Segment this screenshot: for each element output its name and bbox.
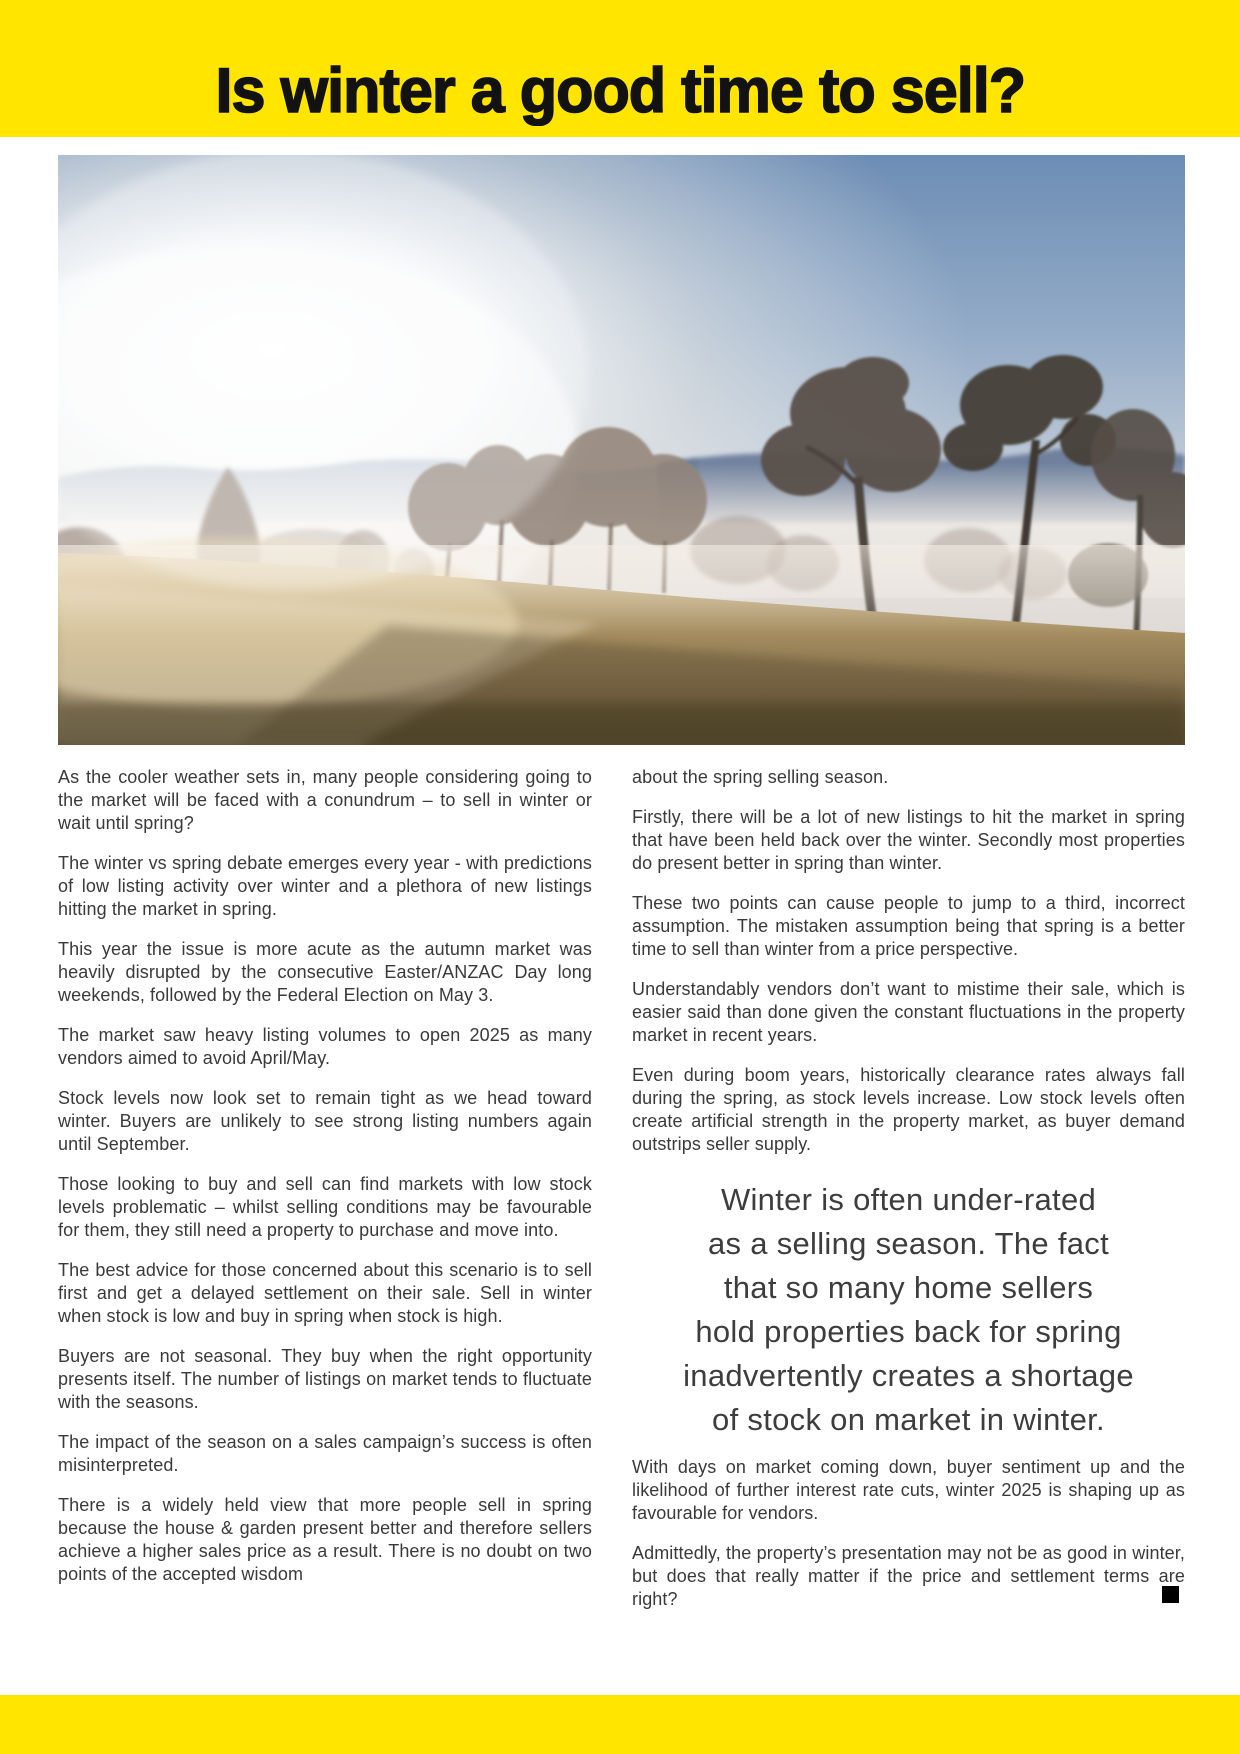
- paragraph: These two points can cause people to jump to a third, incorrect assumption. The mistaken assumption being that spring is a better time to sell than winter from a price perspective.: [632, 893, 1185, 959]
- paragraph: As the cooler weather sets in, many people considering going to the market will be faced with a conundrum – to sell in winter or wait until spring?: [58, 767, 592, 833]
- header-banner: [0, 0, 1240, 137]
- pull-quote-line: inadvertently creates a shortage: [683, 1358, 1134, 1393]
- pull-quote-line: Winter is often under-rated: [720, 1182, 1097, 1217]
- paragraph: The best advice for those concerned about this scenario is to sell first and get a delayed settlement on their sale. Sell in winter when stock is low and buy in spring when stock is high.: [58, 1260, 592, 1326]
- right-column: [632, 766, 1185, 1628]
- footer-banner: [0, 1695, 1240, 1754]
- paragraph: Stock levels now look set to remain tight as we head toward winter. Buyers are unlikely to see strong listing numbers again until September.: [58, 1088, 592, 1154]
- landscape-illustration: [58, 155, 1185, 745]
- page-title: Is winter a good time to sell?: [215, 56, 1025, 126]
- paragraph: The impact of the season on a sales campaign’s success is often misinterpreted.: [58, 1432, 592, 1475]
- hero-photo: [58, 155, 1185, 745]
- end-of-article-marker-icon: [1162, 1586, 1179, 1603]
- article-body: [58, 766, 1185, 1628]
- pull-quote-line: as a selling season. The fact: [707, 1226, 1110, 1261]
- paragraph: Those looking to buy and sell can find markets with low stock levels problematic – whilst selling conditions may be favourable for them, they still need a property to purchase and move into.: [58, 1174, 592, 1240]
- paragraph: about the spring selling season.: [632, 767, 889, 787]
- paragraph: This year the issue is more acute as the autumn market was heavily disrupted by the consecutive Easter/ANZAC Day long weekends, followed by the Federal Election on May 3.: [58, 939, 592, 1005]
- pull-quote: [632, 1178, 1185, 1442]
- paragraph: The market saw heavy listing volumes to open 2025 as many vendors aimed to avoid April/May.: [58, 1025, 592, 1068]
- paragraph: Admittedly, the property’s presentation may not be as good in winter, but does that really matter if the price and settlement terms are right?: [632, 1543, 1185, 1609]
- paragraph: Firstly, there will be a lot of new listings to hit the market in spring that have been held back over the winter. Secondly most properties do present better in spring than winter.: [632, 807, 1185, 873]
- paragraph: Even during boom years, historically clearance rates always fall during the spring, as stock levels increase. Low stock levels often create artificial strength in the property market, as buyer demand outstrips seller supply.: [632, 1065, 1185, 1154]
- paragraph: The winter vs spring debate emerges every year - with predictions of low listing activity over winter and a plethora of new listings hitting the market in spring.: [58, 853, 592, 919]
- paragraph: Buyers are not seasonal. They buy when the right opportunity presents itself. The number of listings on market tends to fluctuate with the seasons.: [58, 1346, 592, 1412]
- paragraph: There is a widely held view that more people sell in spring because the house & garden present better and therefore sellers achieve a higher sales price as a result. There is no doubt on two points of the accepted wisdom: [58, 1495, 592, 1584]
- pull-quote-line: of stock on market in winter.: [712, 1402, 1105, 1437]
- left-column: [58, 766, 592, 1628]
- paragraph: Understandably vendors don’t want to mistime their sale, which is easier said than done given the constant fluctuations in the property market in recent years.: [632, 979, 1185, 1045]
- paragraph: With days on market coming down, buyer sentiment up and the likelihood of further interest rate cuts, winter 2025 is shaping up as favourable for vendors.: [632, 1457, 1185, 1523]
- pull-quote-line: that so many home sellers: [723, 1270, 1094, 1305]
- pull-quote-line: hold properties back for spring: [695, 1314, 1122, 1349]
